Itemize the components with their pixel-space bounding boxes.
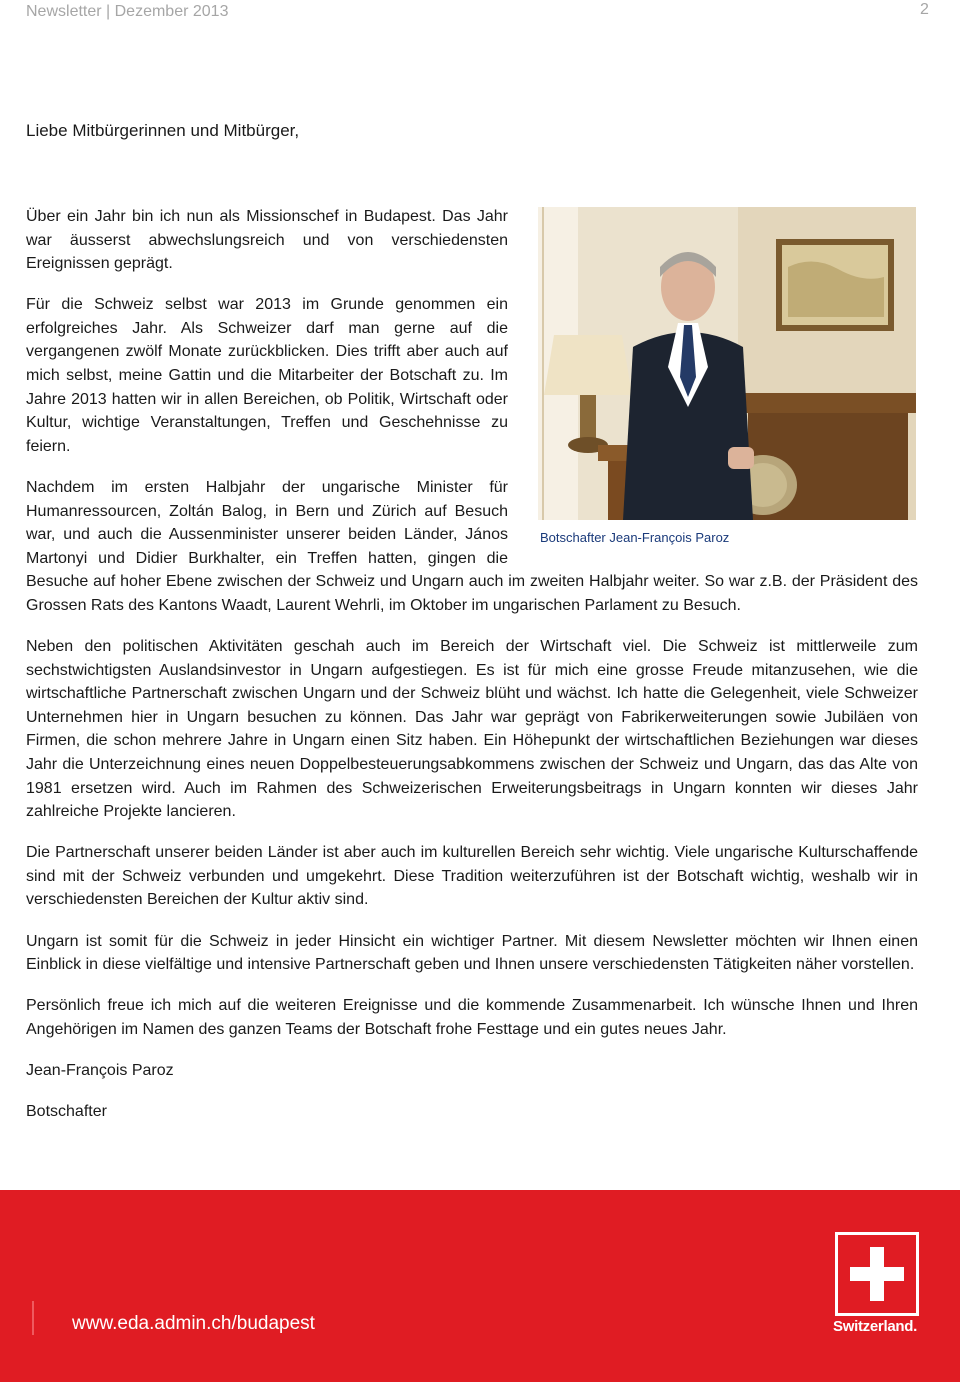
footer-banner [0,1190,960,1382]
paragraph-culture: Die Partnerschaft unserer beiden Länder ist aber auch im kulturellen Bereich sehr wichtig. Viele ungarische Kulturschaffende sind mit der Schweiz verbunden und umgekehrt. Diese Tradition weiterzuführen ist der Botschaft wichtig, weshalb wir in verschiedensten Bereichen der Kultur aktiv sind. [26,844,918,909]
newsletter-title: Newsletter | Dezember 2013 [26,3,229,20]
switzerland-logo-text: Switzerland. [833,1318,917,1335]
paragraph-partnership: Ungarn ist somit für die Schweiz in jeder Hinsicht ein wichtiger Partner. Mit diesem Newsletter möchten wir Ihnen einen Einblick in diese vielfältige und intensive Partnerschaft geben und Ihnen unsere verschiedensten Tätigkeiten näher vorstellen. [26,932,918,974]
signature-title: Botschafter [26,1103,107,1120]
page-header [0,0,960,30]
embassy-website-link[interactable]: www.eda.admin.ch/budapest [72,1313,315,1334]
page-number: 2 [920,1,929,18]
letter-body [26,205,918,1141]
paragraph-visits: Nachdem im ersten Halbjahr der ungarische Minister für Humanressourcen, Zoltán Balog, in Bern und Zürich auf Besuch war, und auch die Aussenminister unserer beiden Länder, János Martonyi und Didier Burkhalter, ein Treffen hatten, gingen die Besuche auf hoher Ebene zwischen der Schweiz und Ungarn auch im zweiten Halbjahr weiter. So war z.B. der Präsident des Grossen Rats des Kantons Waadt, Laurent Wehrli, im Oktober im ungarischen Parlament zu Besuch. [26,478,918,614]
ambassador-photo [538,207,916,520]
footer-divider [32,1301,34,1335]
photo-caption: Botschafter Jean-François Paroz [540,530,730,545]
paragraph-economy: Neben den politischen Aktivitäten geschah auch im Bereich der Wirtschaft viel. Die Schweiz ist mittlerweile zum sechstwichtigsten Auslandsinvestor in Ungarn aufgestiegen. Es ist für mich eine grosse Freude mitanzusehen, wie die wirtschaftliche Partnerschaft zwischen Ungarn und der Schweiz blüht und wächst. Ich hatte die Gelegenheit, viele Schweizer Unternehmen hier in Ungarn besuchen zu können. Das Jahr war geprägt von Fabrikerweiterungen sowie Jubiläen von Firmen, die schon mehrere Jahre in Ungarn einen Sitz haben. Ein Höhepunkt der wirtschaftlichen Beziehungen war dieses Jahr die Unterzeichnung eines neuen Doppelbesteuerungsabkommens zwischen der Schweiz und Ungarn, das das Alte von 1981 ersetzen wird. Auch im Rahmen des Schweizerischen Erweiterungsbeitrags in Ungarn konnten wir dieses Jahr zahlreiche Projekte lancieren. [26,638,918,821]
ambassador-photo-figure [538,207,918,550]
paragraph-greetings: Persönlich freue ich mich auf die weiteren Ereignisse und die kommende Zusammenarbeit. Ich wünsche Ihnen und Ihren Angehörigen im Namen des ganzen Teams der Botschaft frohe Festtage und ein gutes neues Jahr. [26,997,918,1038]
salutation: Liebe Mitbürgerinnen und Mitbürger, [26,121,300,140]
paragraph-swiss-year: Für die Schweiz selbst war 2013 im Grunde genommen ein erfolgreiches Jahr. Als Schweizer darf man gerne auf die vergangenen zwölf Monate zurückblicken. Dies trifft aber auch auf mich selbst, meine Gattin und die Mitarbeiter der Botschaft zu. Im Jahre 2013 hatten wir in allen Bereichen, ob Politik, Wirtschaft oder Kultur, wichtige Veranstaltungen, Treffen und Geschehnisse zu feiern. [26,296,508,455]
paragraph-intro: Über ein Jahr bin ich nun als Missionschef in Budapest. Das Jahr war äusserst abwechslungsreich und von verschiedensten Ereignissen geprägt. [26,208,508,273]
signature-name: Jean-François Paroz [26,1061,174,1079]
